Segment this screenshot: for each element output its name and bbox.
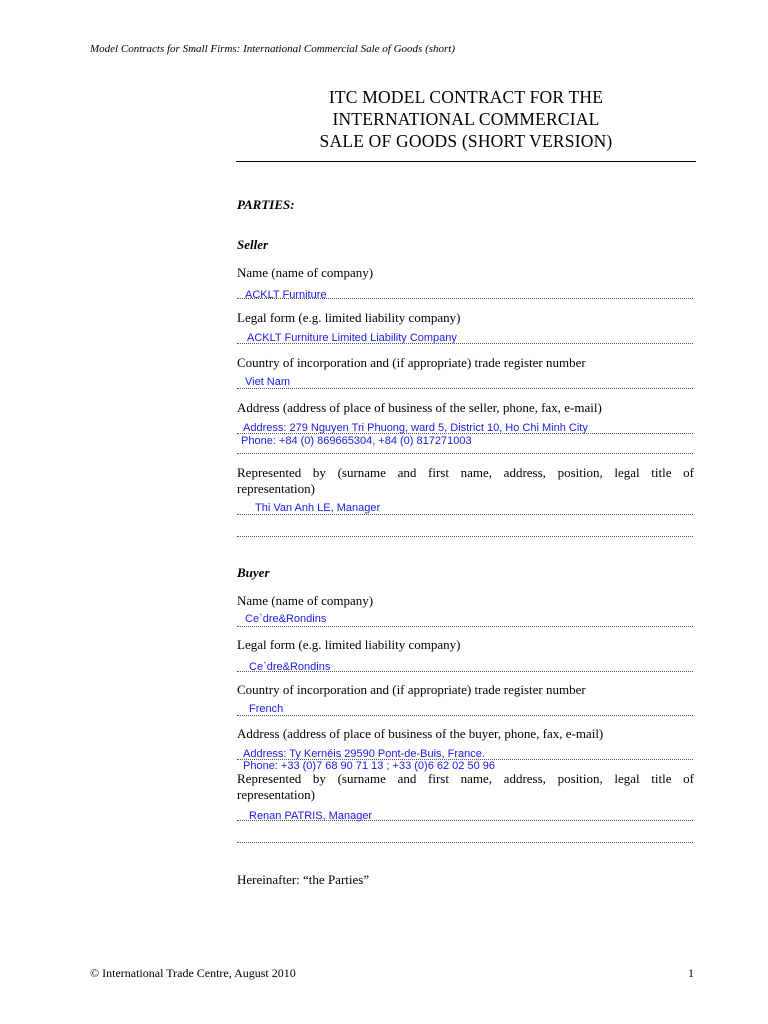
seller-represented-label: Represented by (surname and first name, address, position, legal title of: [237, 465, 694, 480]
hereinafter-text: Hereinafter: “the Parties”: [237, 872, 370, 887]
buyer-represented-label-2: representation): [237, 787, 315, 802]
buyer-country-label: Country of incorporation and (if appropriate) trade register number: [237, 682, 586, 697]
buyer-name-field[interactable]: Ce`dre&Rondins: [245, 613, 327, 625]
running-header: Model Contracts for Small Firms: International Commercial Sale of Goods (short): [90, 43, 456, 55]
seller-phone-field[interactable]: Phone: +84 (0) 869665304, +84 (0) 817271003: [241, 435, 472, 447]
seller-name-line: [237, 298, 693, 299]
buyer-represented-field[interactable]: Renan PATRIS, Manager: [249, 810, 373, 822]
seller-name-label: Name (name of company): [237, 265, 374, 280]
seller-country-line: [237, 388, 693, 389]
title-line-2: INTERNATIONAL COMMERCIAL: [332, 109, 600, 129]
parties-heading: PARTIES:: [237, 197, 295, 212]
seller-address-line-1: [237, 433, 693, 434]
seller-legal-form-label: Legal form (e.g. limited liability company): [237, 310, 461, 325]
seller-heading: Seller: [237, 237, 269, 252]
buyer-country-field[interactable]: French: [249, 703, 284, 715]
footer-copyright: © International Trade Centre, August 2010: [90, 966, 296, 980]
buyer-legal-form-label: Legal form (e.g. limited liability company): [237, 637, 461, 652]
seller-name-field[interactable]: ACKLT Furniture: [245, 289, 327, 301]
document-title: [236, 86, 696, 152]
title-line-1: ITC MODEL CONTRACT FOR THE: [328, 87, 604, 107]
buyer-country-line: [237, 715, 693, 716]
buyer-represented-line-2: [237, 842, 693, 843]
buyer-legal-form-line: [237, 671, 693, 672]
seller-represented-field[interactable]: Thi Van Anh LE, Manager: [255, 502, 381, 514]
buyer-name-label: Name (name of company): [237, 593, 374, 608]
seller-legal-form-line: [237, 343, 693, 344]
seller-represented-line-1: [237, 514, 693, 515]
seller-represented-line-2: [237, 536, 693, 537]
seller-address-field[interactable]: Address: 279 Nguyen Tri Phuong, ward 5, District 10, Ho Chi Minh City: [243, 422, 588, 434]
seller-country-label: Country of incorporation and (if appropriate) trade register number: [237, 355, 586, 370]
buyer-heading: Buyer: [237, 565, 270, 580]
buyer-represented-label: Represented by (surname and first name, address, position, legal title of: [237, 771, 694, 786]
buyer-phone-field[interactable]: Phone: +33 (0)7 68 90 71 13 ; +33 (0)6 62 02 50 96: [243, 760, 495, 772]
title-divider: [236, 161, 696, 162]
seller-country-field[interactable]: Viet Nam: [245, 376, 291, 388]
seller-address-label: Address (address of place of business of the seller, phone, fax, e-mail): [237, 400, 602, 415]
buyer-represented-line-1: [237, 820, 693, 821]
seller-address-line-2: [237, 453, 693, 454]
buyer-name-line: [237, 626, 693, 627]
page-number: 1: [688, 966, 694, 980]
title-line-3: SALE OF GOODS (SHORT VERSION): [319, 131, 613, 151]
buyer-legal-form-field[interactable]: Ce`dre&Rondins: [249, 661, 331, 673]
seller-legal-form-field[interactable]: ACKLT Furniture Limited Liability Company: [247, 332, 457, 344]
buyer-address-label: Address (address of place of business of the buyer, phone, fax, e-mail): [237, 726, 604, 741]
buyer-address-field[interactable]: Address: Ty Kernéis 29590 Pont-de-Buis, France.: [243, 748, 485, 760]
seller-represented-label-2: representation): [237, 481, 315, 496]
